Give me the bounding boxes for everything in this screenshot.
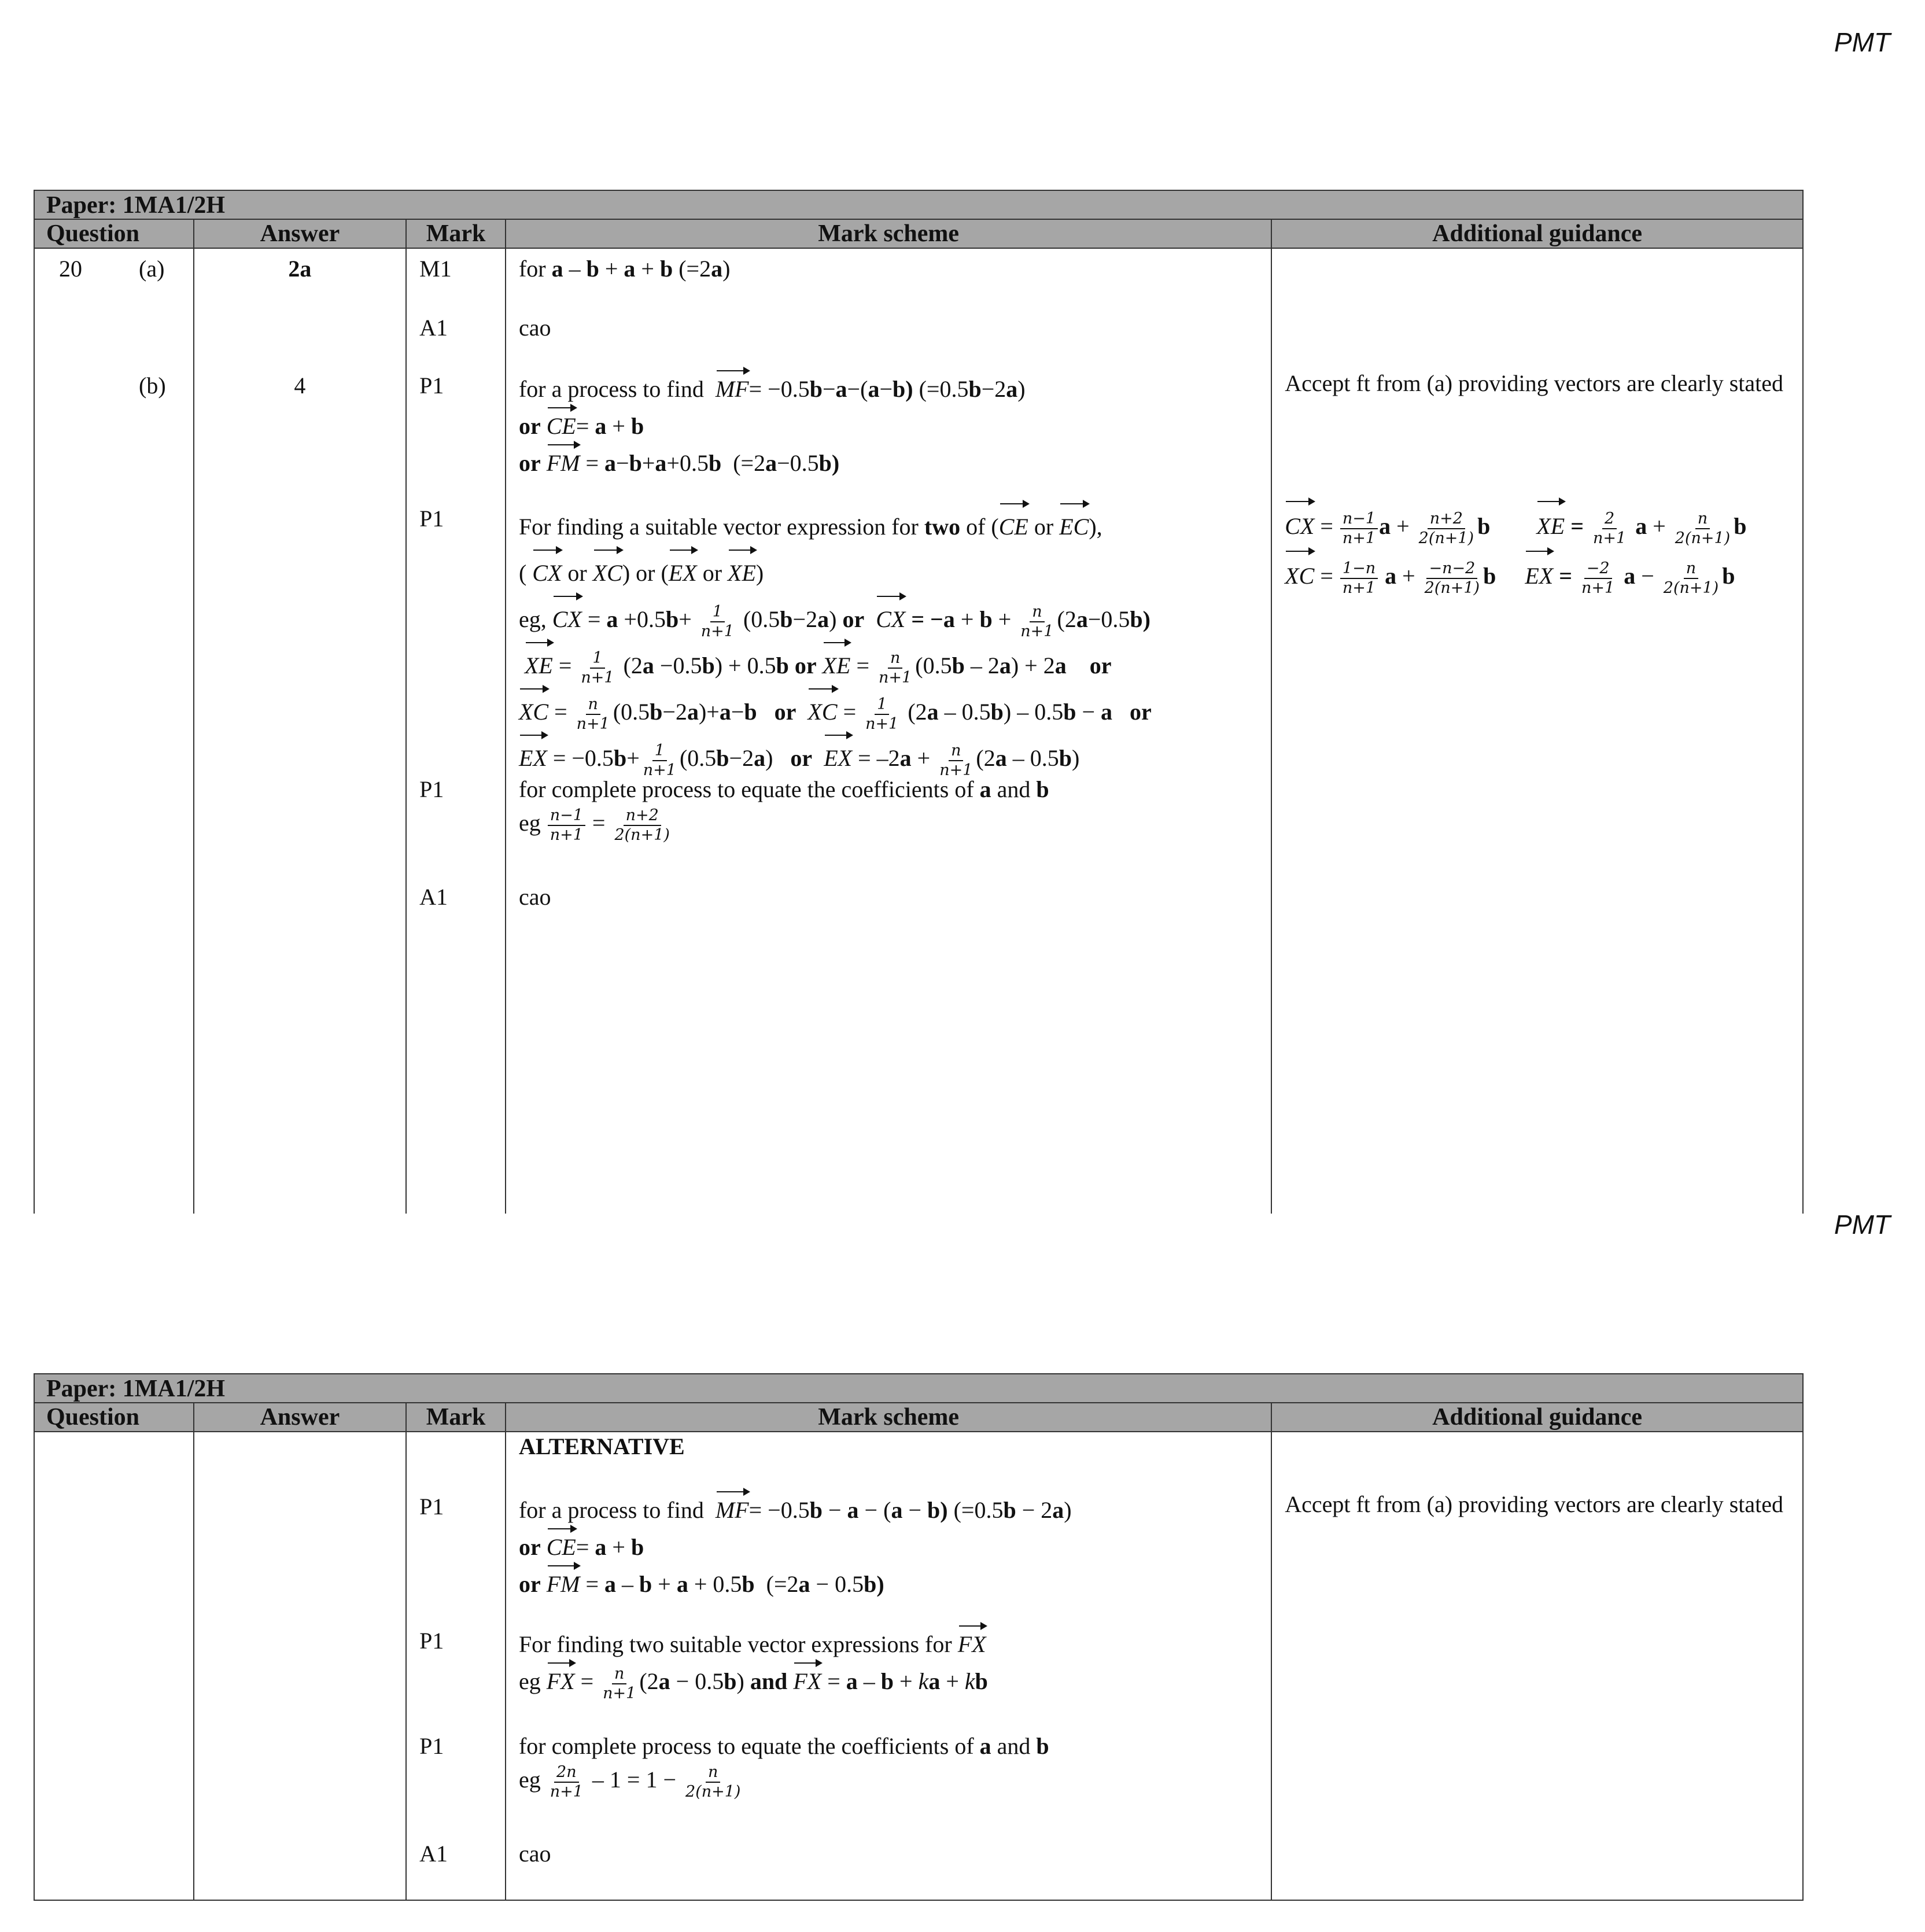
scheme-text-p1: for a process to find MF= −0.5b − a − (a − b) (=0.5b − 2a) or CE= a + b or FM = a – b + a + 0.5b (=2a − 0.5b) (519, 1490, 1072, 1601)
header-mark-scheme: Mark scheme (506, 220, 1272, 248)
mark-scheme-column (506, 1432, 1272, 1900)
paper-title: Paper: 1MA1/2H (35, 1374, 1802, 1403)
mark-column (407, 249, 506, 1214)
part-label: (b) (139, 373, 166, 399)
scheme-text-a1: cao (518, 884, 551, 910)
paper-title: Paper: 1MA1/2H (35, 191, 1802, 220)
mark-code: P1 (419, 506, 444, 532)
scheme-text-p1: for a process to find MF= −0.5b−a−(a−b) (=0.5b−2a) or CE= a + b or FM = a−b+a+0.5b (=2a−0.5b) (519, 369, 1026, 480)
header-additional-guidance: Additional guidance (1432, 220, 1643, 247)
header-answer: Answer (194, 1403, 407, 1431)
scheme-text-a1: cao (518, 315, 551, 341)
header-mark: Mark (407, 1403, 506, 1431)
scheme-text-a1: cao (518, 1841, 551, 1867)
scheme-text-p1: for complete process to equate the coefficients of a and b eg $\frac{n-1}{n+1}$ = $\frac{n+2}{2(n+1)}$ (518, 776, 1049, 844)
mark-code: A1 (419, 1841, 448, 1867)
mark-column (407, 1432, 506, 1900)
page-mark: PMT (1834, 27, 1890, 57)
mark-scheme-column (506, 249, 1272, 1214)
mark-code: A1 (419, 884, 448, 910)
mark-code: M1 (419, 256, 452, 282)
scheme-text-p1: for complete process to equate the coefficients of a and b eg $\frac{2n}{n+1}$ – 1 = 1 − $\frac{n}{2(n+1)}$ (518, 1733, 1049, 1801)
mark-scheme-table-2 (34, 1373, 1804, 1901)
part-label: (a) (139, 256, 165, 282)
header-additional-guidance: Additional guidance (1432, 1404, 1643, 1430)
question-column (35, 249, 194, 1214)
header-question: Question (35, 220, 194, 248)
mark-scheme-table-1 (34, 190, 1804, 1214)
header-mark: Mark (407, 220, 506, 248)
scheme-text-p1: For finding two suitable vector expressions for FX eg FX = $\frac{n}{n+1}$ (2a − 0.5b) and FX = a – b + ka + kb (519, 1624, 988, 1703)
table-body (35, 1432, 1802, 1900)
guidance-vectors: CX = $\frac{n-1}{n+1}$ a + $\frac{n+2}{2(n+1)}$ b XE = $\frac{2}{n+1}$ a + $\frac{n}{2(n+1)}$ b XC = $\frac{1-n}{n+1}$ a + $\frac{-n-2}{2(n+1)}$ b EX = $\frac{-2}{n+1}$ a − $\frac{n}{2(n+1)}$ b (1285, 500, 1746, 599)
scheme-text-p1: For finding a suitable vector expression for two of (CE or EC), ( CX or XC) or (EX or XE) eg, CX = a +0.5b+ $\frac{1}{n+1}$ (0.5b−2a) or CX = −a + b + $\frac{n}{n+1}$ (2a−0.5b) XE = $\frac{1}{n+1}$ (2a −0.5b) + 0.5b or XE = $\frac{n}{n+1}$ (0.5b – 2a) + 2a or XC = $\frac{n}{n+1}$ (0.5b−2a)+a−b or XC = $\frac{1}{n+1}$ (2a – 0.5b) – 0.5b − a or EX = −0.5b+ $\frac{1}{n+1}$ (0.5b−2a) or EX = –2a + $\frac{n}{n+1}$ (2a – 0.5b) (519, 502, 1152, 780)
page-mark: PMT (1834, 1210, 1890, 1240)
alternative-heading: ALTERNATIVE (518, 1433, 685, 1459)
scheme-text-m1: for a – b + a + b (=2a) (518, 256, 731, 282)
mark-code: P1 (419, 1733, 444, 1759)
header-question: Question (35, 1403, 194, 1431)
guidance-column (1272, 249, 1802, 1214)
mark-code: P1 (419, 1628, 444, 1654)
question-column (35, 1432, 194, 1900)
guidance-text: Accept ft from (a) providing vectors are clearly stated (1285, 1491, 1784, 1517)
header-answer: Answer (194, 220, 407, 248)
answer-value: 4 (294, 373, 306, 399)
answer-column (194, 249, 407, 1214)
question-number: 20 (59, 256, 82, 282)
mark-code: P1 (419, 373, 444, 399)
mark-code: A1 (419, 315, 448, 341)
mark-code: P1 (419, 1494, 444, 1520)
answer-column (194, 1432, 407, 1900)
mark-code: P1 (419, 776, 444, 802)
answer-value: 2a (288, 256, 312, 282)
header-mark-scheme: Mark scheme (506, 1403, 1272, 1431)
guidance-column (1272, 1432, 1802, 1900)
table-body (35, 249, 1802, 1214)
guidance-text: Accept ft from (a) providing vectors are clearly stated (1285, 370, 1784, 396)
header-row (35, 1403, 1802, 1432)
header-row (35, 220, 1802, 249)
